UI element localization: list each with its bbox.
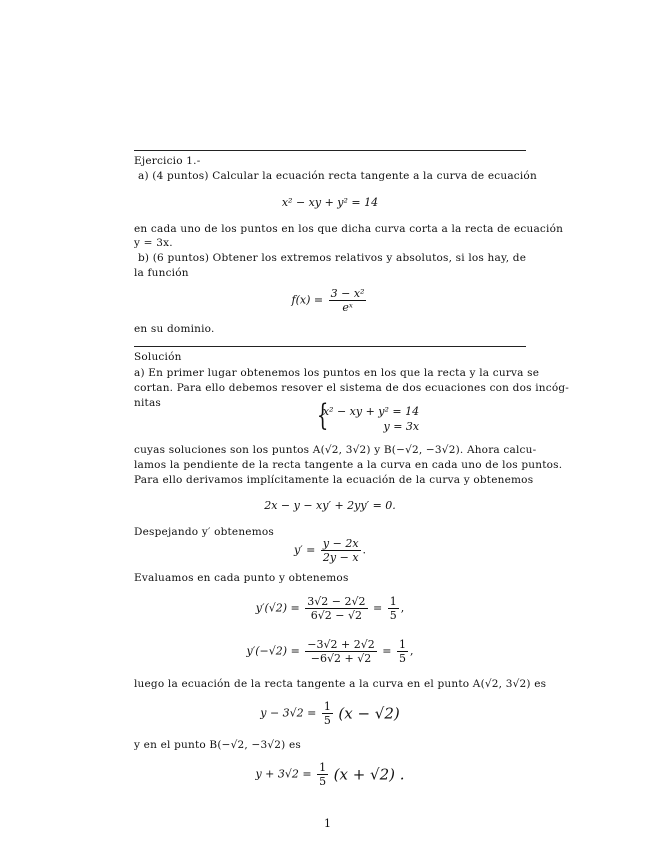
function-denominator: eˣ (329, 300, 367, 314)
part-a-intro: a) (4 puntos) Calcular la ecuación recta tangente a la curva de ecuación (138, 170, 537, 182)
eval2-numerator: −3√2 + 2√2 (307, 638, 375, 651)
part-b-end: en su dominio. (134, 323, 215, 335)
yprime-denominator: 2y − x (322, 551, 359, 564)
tangent-equation-2 (134, 761, 526, 788)
system-eq2: y = 3x (383, 420, 420, 433)
tangent1-num: 1 (323, 700, 331, 713)
tangent-equation-1 (134, 700, 526, 727)
eval1-lhs: y′(√2) = (255, 601, 300, 615)
eval2-fraction (305, 638, 376, 665)
middle-rule (134, 346, 526, 347)
despejando-text: Despejando y′ obtenemos (134, 526, 274, 538)
eval1-end: , (400, 601, 405, 615)
part-a-cont2: y = 3x. (134, 237, 173, 249)
evaluamos-text: Evaluamos en cada punto y obtenemos (134, 572, 349, 584)
system-brace: { (316, 398, 329, 433)
eval1-result (388, 595, 399, 622)
derivative-equation-text: 2x − y − xy′ + 2yy′ = 0. (264, 499, 396, 512)
eval2-result-num: 1 (398, 638, 406, 651)
curve-equation (134, 196, 526, 209)
tangent1-rhs: (x − √2) (338, 704, 400, 723)
solution-p2-line2: lamos la pendiente de la recta tangente a la curva en cada uno de los puntos. (134, 459, 563, 471)
eval-equation-2 (134, 638, 526, 665)
eval2-lhs: y′(−√2) = (246, 644, 300, 658)
part-a-cont1: en cada uno de los puntos en los que dicha curva corta a la recta de ecuación (134, 223, 564, 235)
eval2-result-den: 5 (398, 652, 406, 665)
top-rule (134, 150, 526, 151)
luego-text: luego la ecuación de la recta tangente a la curva en el punto A(√2, 3√2) es (134, 678, 547, 690)
eval1-numerator: 3√2 − 2√2 (307, 595, 366, 608)
solution-p1-line1: a) En primer lugar obtenemos los puntos en los que la recta y la curva se (134, 367, 540, 379)
solution-p1-line3: nitas (134, 397, 161, 409)
eval1-result-den: 5 (389, 609, 397, 622)
tangent2-den: 5 (319, 775, 327, 788)
part-b-intro: b) (6 puntos) Obtener los extremos relativos y absolutos, si los hay, de (138, 252, 527, 264)
function-numerator: 3 − x² (330, 287, 365, 300)
equation-system (170, 398, 562, 434)
yprime-lhs: y′ = (293, 543, 316, 557)
eval2-equals: = (382, 644, 392, 658)
eval1-result-num: 1 (389, 595, 397, 608)
exercise-title: Ejercicio 1.- (134, 155, 201, 167)
solution-p2-line3: Para ello derivamos implícitamente la ecuación de la curva y obtenemos (134, 474, 534, 486)
curve-equation-text: x² − xy + y² = 14 (281, 196, 379, 209)
solution-p2-line1: cuyas soluciones son los puntos A(√2, 3√2) y B(−√2, −3√2). Ahora calcu- (134, 444, 537, 456)
tangent2-lhs: y + 3√2 = (255, 767, 312, 781)
eval-equation-1 (134, 595, 526, 622)
tangent1-den: 5 (323, 714, 331, 727)
eval1-equals: = (373, 601, 383, 615)
yprime-numerator: y − 2x (322, 537, 359, 550)
system-block (313, 398, 420, 434)
eval2-denominator: −6√2 + √2 (305, 651, 376, 665)
derivative-equation (134, 499, 526, 512)
tangent2-fraction (317, 761, 328, 788)
solution-title: Solución (134, 351, 182, 363)
yprime-equation (134, 537, 526, 564)
eval1-denominator: 6√2 − √2 (305, 608, 367, 622)
tangent2-num: 1 (319, 761, 327, 774)
tangent2-rhs: (x + √2) . (333, 765, 405, 784)
tangent1-fraction (322, 700, 333, 727)
eval1-fraction (305, 595, 367, 622)
yen-text: y en el punto B(−√2, −3√2) es (134, 739, 301, 751)
function-equation (134, 287, 526, 314)
part-b-cont: la función (134, 267, 189, 279)
solution-p1-line2: cortan. Para ello debemos resover el sistema de dos ecuaciones con dos incóg- (134, 382, 570, 394)
function-fraction (329, 287, 367, 314)
function-lhs: f(x) = (291, 293, 324, 307)
tangent1-lhs: y − 3√2 = (260, 706, 317, 720)
yprime-end: . (362, 543, 367, 557)
page-number: 1 (324, 817, 331, 830)
yprime-fraction (321, 537, 361, 564)
eval2-result (397, 638, 408, 665)
eval2-end: , (409, 644, 414, 658)
system-eq1: x² − xy + y² = 14 (322, 405, 420, 418)
